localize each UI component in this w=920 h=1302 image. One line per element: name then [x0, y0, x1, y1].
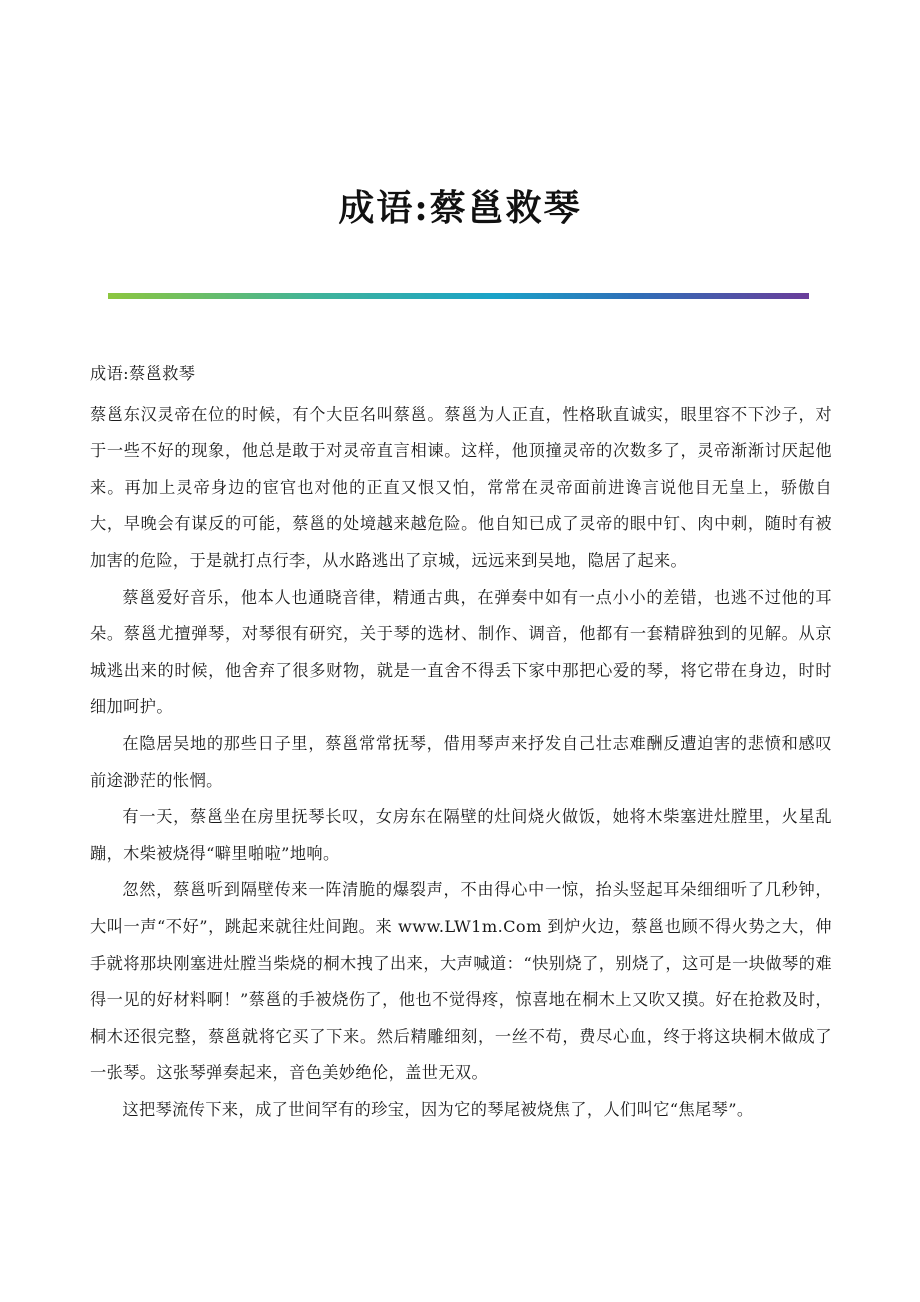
paragraph: 忽然，蔡邕听到隔壁传来一阵清脆的爆裂声，不由得心中一惊，抬头竖起耳朵细细听了几秒钟，大叫一声“不好”，跳起来就往灶间跑。来 www.LW1m.Com 到炉火边，蔡邕也顾不得火势之大，伸手就将那块刚塞进灶膛当柴烧的桐木拽了出来，大声喊道：“快别烧了，别烧了，这可是一块做琴的难得一见的好材料啊！”蔡邕的手被烧伤了，他也不觉得疼，惊喜地在桐木上又吹又摸。好在抢救及时，桐木还很完整，蔡邕就将它买了下来。然后精雕细刻，一丝不苟，费尽心血，终于将这块桐木做成了一张琴。这张琴弹奏起来，音色美妙绝伦，盖世无双。 — [90, 880, 832, 1083]
document-subtitle: 成语:蔡邕救琴 — [90, 364, 196, 383]
paragraph: 这把琴流传下来，成了世间罕有的珍宝，因为它的琴尾被烧焦了，人们叫它“焦尾琴”。 — [122, 1099, 754, 1119]
paragraph: 在隐居吴地的那些日子里，蔡邕常常抚琴，借用琴声来抒发自己壮志难酬反遭迫害的悲愤和感叹前途渺茫的怅惘。 — [90, 733, 832, 790]
page-title: 成语:蔡邕救琴 — [338, 187, 582, 229]
document-body — [90, 356, 832, 1128]
title-divider — [108, 293, 809, 299]
paragraph: 蔡邕爱好音乐，他本人也通晓音律，精通古典，在弹奏中如有一点小小的差错，也逃不过他的耳朵。蔡邕尤擅弹琴，对琴很有研究，关于琴的选材、制作、调音，他都有一套精辟独到的见解。从京城逃出来的时候，他舍弃了很多财物，就是一直舍不得丢下家中那把心爱的琴，将它带在身边，时时细加呵护。 — [90, 587, 832, 717]
paragraph: 有一天，蔡邕坐在房里抚琴长叹，女房东在隔壁的灶间烧火做饭，她将木柴塞进灶膛里，火星乱蹦，木柴被烧得“噼里啪啦”地响。 — [90, 807, 832, 863]
paragraph: 蔡邕东汉灵帝在位的时候，有个大臣名叫蔡邕。蔡邕为人正直，性格耿直诚实，眼里容不下沙子，对于一些不好的现象，他总是敢于对灵帝直言相谏。这样，他顶撞灵帝的次数多了，灵帝渐渐讨厌起他来。再加上灵帝身边的宦官也对他的正直又恨又怕，常常在灵帝面前进谗言说他目无皇上，骄傲自大，早晚会有谋反的可能，蔡邕的处境越来越危险。他自知已成了灵帝的眼中钉、肉中刺，随时有被加害的危险，于是就打点行李，从水路逃出了京城，远远来到吴地，隐居了起来。 — [90, 404, 832, 570]
